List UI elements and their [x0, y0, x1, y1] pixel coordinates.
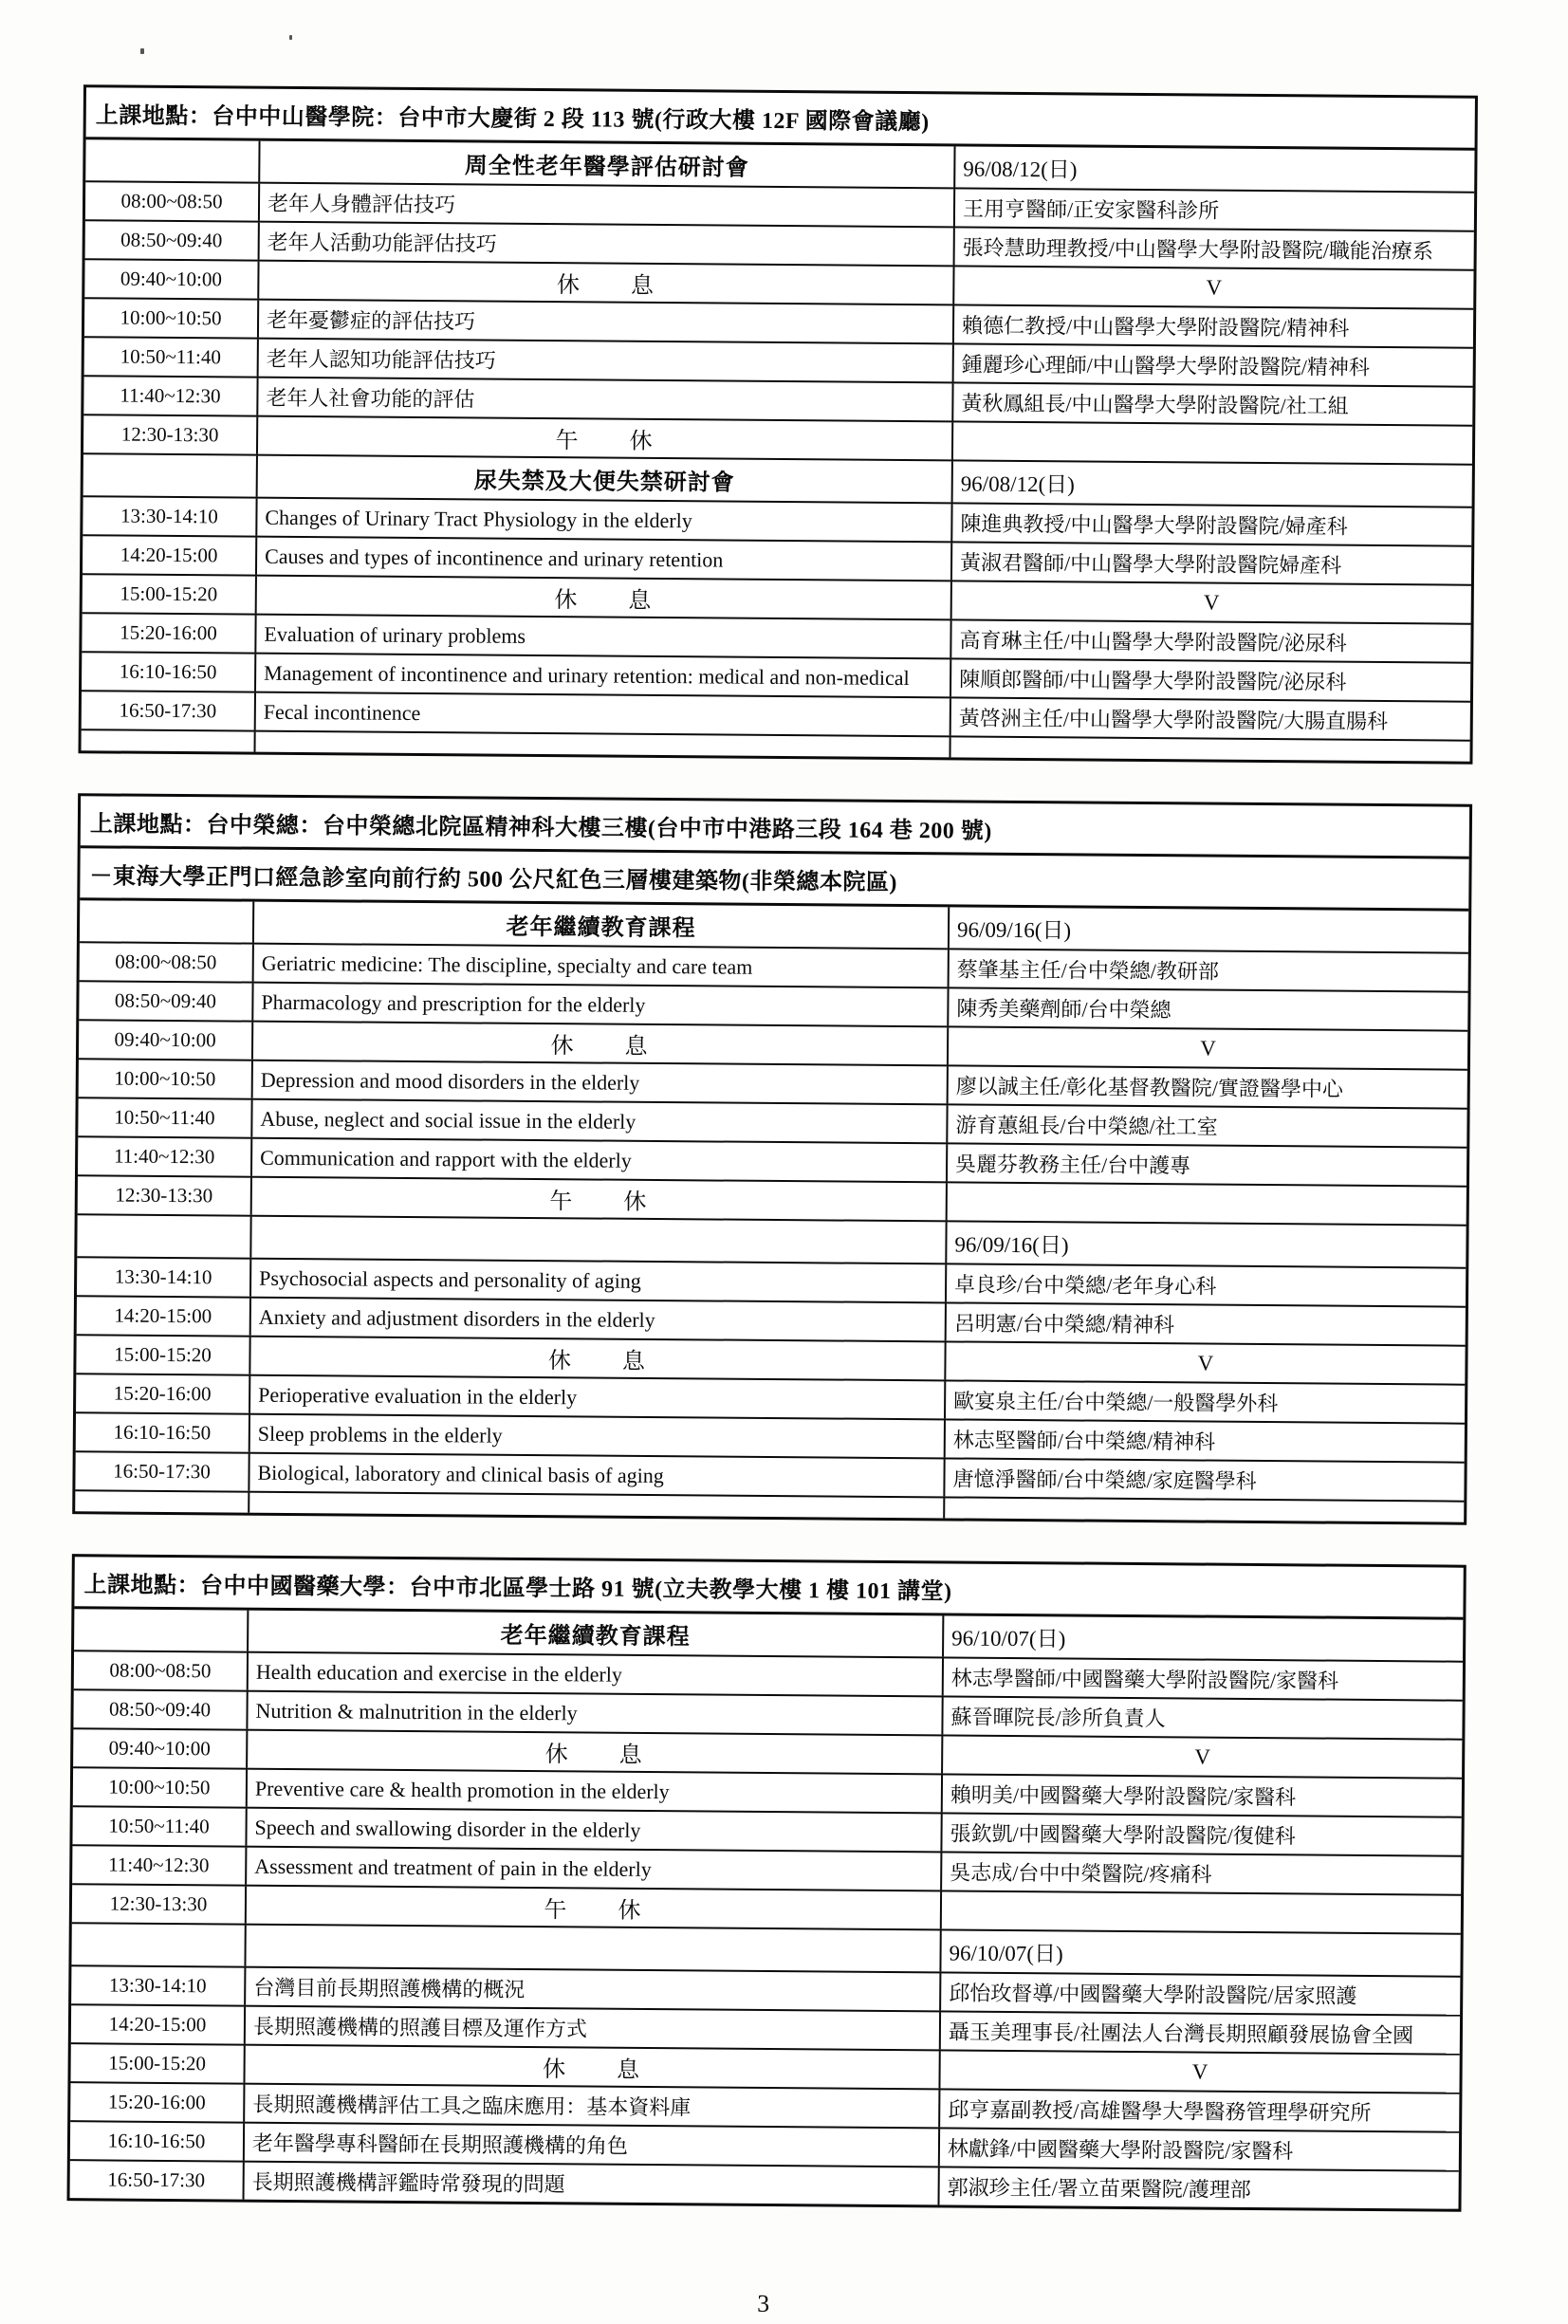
topic-cell: 休 息 — [259, 262, 954, 304]
time-cell: 09:40~10:00 — [73, 1729, 248, 1767]
topic-cell: 尿失禁及大便失禁研討會 — [258, 456, 953, 503]
topic-cell — [249, 1493, 945, 1519]
schedule-table-vgh-taichung — [72, 793, 1472, 1525]
time-cell — [77, 1215, 251, 1257]
topic-cell: 老年繼續教育課程 — [249, 1611, 944, 1657]
topic-cell: Abuse, neglect and social issue in the elderly — [252, 1100, 948, 1143]
topic-cell: Speech and swallowing disorder in the elderly — [247, 1809, 942, 1852]
time-cell: 16:10-16:50 — [82, 653, 256, 691]
time-cell: 10:50~11:40 — [72, 1807, 247, 1845]
scanned-page — [66, 84, 1478, 2323]
speaker-cell: V — [1194, 1743, 1211, 1769]
speaker-cell: 蔡肇基主任/台中榮總/教研部 — [956, 957, 1220, 984]
topic-cell: 休 息 — [248, 1731, 943, 1774]
topic-cell: 休 息 — [257, 577, 952, 619]
time-cell: 11:40~12:30 — [72, 1846, 247, 1884]
time-cell: 10:00~10:50 — [79, 1060, 253, 1097]
topic-cell: Changes of Urinary Tract Physiology in the elderly — [257, 499, 952, 542]
topic-cell: 長期照護機構評鑑時常發現的問題 — [245, 2163, 940, 2205]
location-header: 上課地點：台中榮總：台中榮總北院區精神科大樓三樓(台中市中港路三段 164 巷 200 號) — [81, 796, 1469, 858]
time-cell: 13:30-14:10 — [83, 497, 257, 535]
topic-cell: 長期照護機構的照護目標及運作方式 — [246, 2007, 941, 2050]
topic-cell: Psychosocial aspects and personality of aging — [251, 1260, 947, 1302]
time-cell: 15:00-15:20 — [76, 1336, 250, 1374]
topic-cell: 老年人社會功能的評估 — [258, 378, 953, 421]
scan-artifact — [289, 35, 292, 40]
time-cell: 08:00~08:50 — [74, 1651, 249, 1689]
speaker-cell: 黃淑君醫師/中山醫學大學附設醫院婦產科 — [959, 550, 1342, 578]
time-cell: 11:40~12:30 — [83, 377, 258, 415]
topic-cell: Evaluation of urinary problems — [256, 616, 951, 658]
topic-cell: Assessment and treatment of pain in the elderly — [247, 1848, 942, 1891]
speaker-cell: 96/09/16(日) — [954, 1232, 1069, 1258]
time-cell: 15:00-15:20 — [70, 2044, 245, 2082]
topic-cell: Biological, laboratory and clinical basis of aging — [249, 1454, 945, 1497]
speaker-cell: V — [1203, 590, 1220, 615]
topic-cell: 午 休 — [247, 1887, 942, 1929]
speaker-cell: 林志堅醫師/台中榮總/精神科 — [952, 1428, 1216, 1454]
speaker-cell — [950, 737, 1469, 761]
time-cell: 10:50~11:40 — [78, 1098, 252, 1136]
location-header-directions: －東海大學正門口經急診室向前行約 500 公尺紅色三層樓建築物(非榮總本院區) — [80, 848, 1468, 911]
speaker-cell: 96/08/12(日) — [963, 157, 1078, 182]
topic-cell: Management of incontinence and urinary retention: medical and non-medical — [256, 655, 951, 697]
topic-cell: Preventive care & health promotion in the elderly — [248, 1770, 943, 1813]
speaker-cell: 唐憶淨醫師/台中榮總/家庭醫學科 — [952, 1466, 1257, 1493]
time-cell: 16:10-16:50 — [70, 2122, 245, 2160]
speaker-cell: V — [1197, 1350, 1214, 1375]
speaker-cell: 林獻鋒/中國醫藥大學附設醫院/家醫科 — [947, 2136, 1294, 2164]
speaker-cell: 張玲慧助理教授/中山醫學大學附設醫院/職能治療系 — [962, 235, 1434, 264]
speaker-cell: 96/08/12(日) — [960, 471, 1075, 497]
topic-cell: 休 息 — [253, 1023, 949, 1065]
time-cell: 10:00~10:50 — [84, 299, 259, 337]
speaker-cell — [953, 422, 1472, 463]
time-cell: 12:30-13:30 — [83, 415, 258, 453]
speaker-cell: 邱怡玫督導/中國醫藥大學附設醫院/居家照護 — [949, 1981, 1357, 2008]
time-cell: 16:50-17:30 — [75, 1452, 249, 1490]
time-cell: 09:40~10:00 — [84, 260, 259, 298]
topic-cell: 台灣目前長期照護機構的概況 — [246, 1968, 941, 2011]
speaker-cell — [948, 1183, 1467, 1224]
topic-cell: 周全性老年醫學評估研討會 — [260, 141, 955, 188]
time-cell: 16:50-17:30 — [70, 2161, 245, 2199]
speaker-cell: 邱亨嘉副教授/高雄醫學大學醫務管理學研究所 — [948, 2097, 1372, 2125]
time-cell: 14:20-15:00 — [83, 536, 257, 574]
topic-cell: 老年繼續教育課程 — [254, 902, 950, 949]
time-cell: 14:20-15:00 — [77, 1297, 251, 1335]
speaker-cell: 張欽凱/中國醫藥大學附設醫院/復健科 — [950, 1821, 1296, 1849]
topic-cell: 老年人身體評估技巧 — [260, 184, 955, 227]
time-cell: 08:50~09:40 — [79, 982, 253, 1020]
time-cell: 10:50~11:40 — [84, 338, 259, 376]
time-cell: 16:50-17:30 — [82, 692, 256, 729]
topic-cell: Pharmacology and prescription for the elderly — [253, 984, 949, 1026]
speaker-cell: 林志學醫師/中國醫藥大學附設醫院/家醫科 — [950, 1666, 1339, 1693]
time-cell — [82, 730, 256, 751]
time-cell — [74, 1609, 249, 1651]
topic-cell: 老年人認知功能評估技巧 — [259, 340, 954, 382]
speaker-cell: 王用亨醫師/正安家醫科診所 — [962, 196, 1220, 223]
time-cell — [83, 454, 258, 496]
topic-cell: Anxiety and adjustment disorders in the elderly — [251, 1299, 947, 1341]
topic-cell — [251, 1217, 947, 1263]
topic-cell: Geriatric medicine: The discipline, specialty and care team — [254, 945, 950, 987]
topic-cell: Sleep problems in the elderly — [250, 1415, 946, 1458]
time-cell: 08:00~08:50 — [85, 182, 260, 220]
time-cell: 10:00~10:50 — [73, 1768, 248, 1806]
topic-cell: Depression and mood disorders in the elderly — [253, 1061, 949, 1104]
time-cell: 08:50~09:40 — [85, 221, 260, 259]
topic-cell: 長期照護機構評估工具之臨床應用：基本資料庫 — [245, 2085, 940, 2128]
time-cell — [80, 900, 254, 942]
time-cell: 08:50~09:40 — [73, 1690, 248, 1728]
topic-cell: 老年人活動功能評估技巧 — [260, 223, 955, 266]
speaker-cell — [945, 1498, 1464, 1522]
speaker-cell: 賴德仁教授/中山醫學大學附設醫院/精神科 — [961, 313, 1350, 341]
time-cell: 15:00-15:20 — [83, 575, 257, 613]
schedule-table-chungshan — [78, 84, 1477, 765]
speaker-cell: V — [1191, 2058, 1208, 2084]
speaker-cell: 陳秀美藥劑師/台中榮總 — [956, 996, 1171, 1023]
scan-artifact — [140, 48, 144, 54]
location-header: 上課地點：台中中山醫學院：台中市大慶街 2 段 113 號(行政大樓 12F 國際會議廳) — [86, 87, 1475, 150]
topic-cell: Communication and rapport with the elderly — [252, 1139, 948, 1182]
speaker-cell: V — [1206, 275, 1223, 300]
speaker-cell: 聶玉美理事長/社團法人台灣長期照顧發展協會全國 — [948, 2020, 1414, 2048]
speaker-cell: 黃秋鳳組長/中山醫學大學附設醫院/社工組 — [961, 391, 1349, 418]
speaker-cell — [942, 1891, 1461, 1932]
time-cell: 15:20-16:00 — [82, 614, 256, 652]
speaker-cell: V — [1200, 1036, 1216, 1061]
time-cell — [75, 1491, 249, 1512]
speaker-cell: 96/10/07(日) — [951, 1626, 1066, 1651]
topic-cell: 午 休 — [258, 417, 953, 460]
speaker-cell: 黃啓洲主任/中山醫學大學附設醫院/大腸直腸科 — [958, 706, 1389, 734]
speaker-cell: 陳進典教授/中山醫學大學附設醫院/婦產科 — [960, 511, 1348, 539]
speaker-cell: 高育琳主任/中山醫學大學附設醫院/泌尿科 — [959, 628, 1347, 655]
time-cell: 12:30-13:30 — [78, 1176, 252, 1214]
topic-cell: Health education and exercise in the elderly — [249, 1653, 944, 1696]
time-cell: 15:20-16:00 — [70, 2083, 245, 2121]
time-cell: 16:10-16:50 — [76, 1413, 250, 1451]
topic-cell: 休 息 — [245, 2046, 940, 2089]
time-cell: 13:30-14:10 — [71, 1966, 246, 2004]
speaker-cell: 蘇晉暉院長/診所負責人 — [950, 1705, 1166, 1731]
time-cell: 11:40~12:30 — [78, 1137, 252, 1175]
speaker-cell: 游育蕙組長/台中榮總/社工室 — [955, 1113, 1218, 1139]
topic-cell: Fecal incontinence — [256, 693, 951, 736]
topic-cell: Nutrition & malnutrition in the elderly — [248, 1692, 943, 1735]
time-cell: 15:20-16:00 — [76, 1374, 250, 1412]
page-number: 3 — [757, 2289, 770, 2317]
topic-cell: Perioperative evaluation in the elderly — [250, 1376, 946, 1419]
speaker-cell: 96/09/16(日) — [956, 917, 1072, 943]
schedule-table-cmu — [67, 1554, 1467, 2212]
topic-cell: 老年憂鬱症的評估技巧 — [259, 301, 954, 343]
topic-cell: 午 休 — [252, 1178, 948, 1221]
speaker-cell: 廖以誠主任/彰化基督教醫院/實證醫學中心 — [955, 1074, 1344, 1101]
time-cell: 13:30-14:10 — [77, 1258, 251, 1296]
speaker-cell: 歐宴泉主任/台中榮總/一般醫學外科 — [953, 1389, 1279, 1416]
time-cell: 09:40~10:00 — [79, 1021, 253, 1059]
topic-cell — [256, 732, 951, 758]
topic-cell — [246, 1926, 941, 1972]
time-cell: 12:30-13:30 — [72, 1885, 247, 1923]
speaker-cell: 吳麗芬教務主任/台中護專 — [955, 1152, 1191, 1178]
schedule-rows — [75, 900, 1468, 1522]
speaker-cell: 吳志成/台中中榮醫院/疼痛科 — [950, 1860, 1212, 1887]
speaker-cell: 鍾麗珍心理師/中山醫學大學附設醫院/精神科 — [961, 352, 1371, 379]
topic-cell: 老年醫學專科醫師在長期照護機構的角色 — [245, 2124, 940, 2167]
time-cell: 08:00~08:50 — [80, 943, 254, 981]
speaker-cell: 96/10/07(日) — [949, 1941, 1063, 1966]
speaker-cell: 呂明憲/台中榮總/精神科 — [953, 1311, 1175, 1337]
location-header: 上課地點：台中中國醫藥大學：台中市北區學士路 91 號(立夫教學大樓 1 樓 101 講堂) — [74, 1557, 1463, 1619]
time-cell — [71, 1924, 246, 1965]
speaker-cell: 卓良珍/台中榮總/老年身心科 — [954, 1272, 1217, 1299]
speaker-cell: 賴明美/中國醫藥大學附設醫院/家醫科 — [950, 1782, 1297, 1810]
time-cell — [85, 139, 260, 181]
speaker-cell: 陳順郎醫師/中山醫學大學附設醫院/泌尿科 — [959, 667, 1347, 694]
schedule-rows — [70, 1609, 1464, 2208]
schedule-rows — [82, 139, 1475, 761]
topic-cell: Causes and types of incontinence and urinary retention — [257, 538, 952, 581]
speaker-cell: 郭淑珍主任/署立苗栗醫院/護理部 — [947, 2175, 1251, 2202]
time-cell: 14:20-15:00 — [71, 2005, 246, 2043]
topic-cell: 休 息 — [250, 1337, 946, 1380]
